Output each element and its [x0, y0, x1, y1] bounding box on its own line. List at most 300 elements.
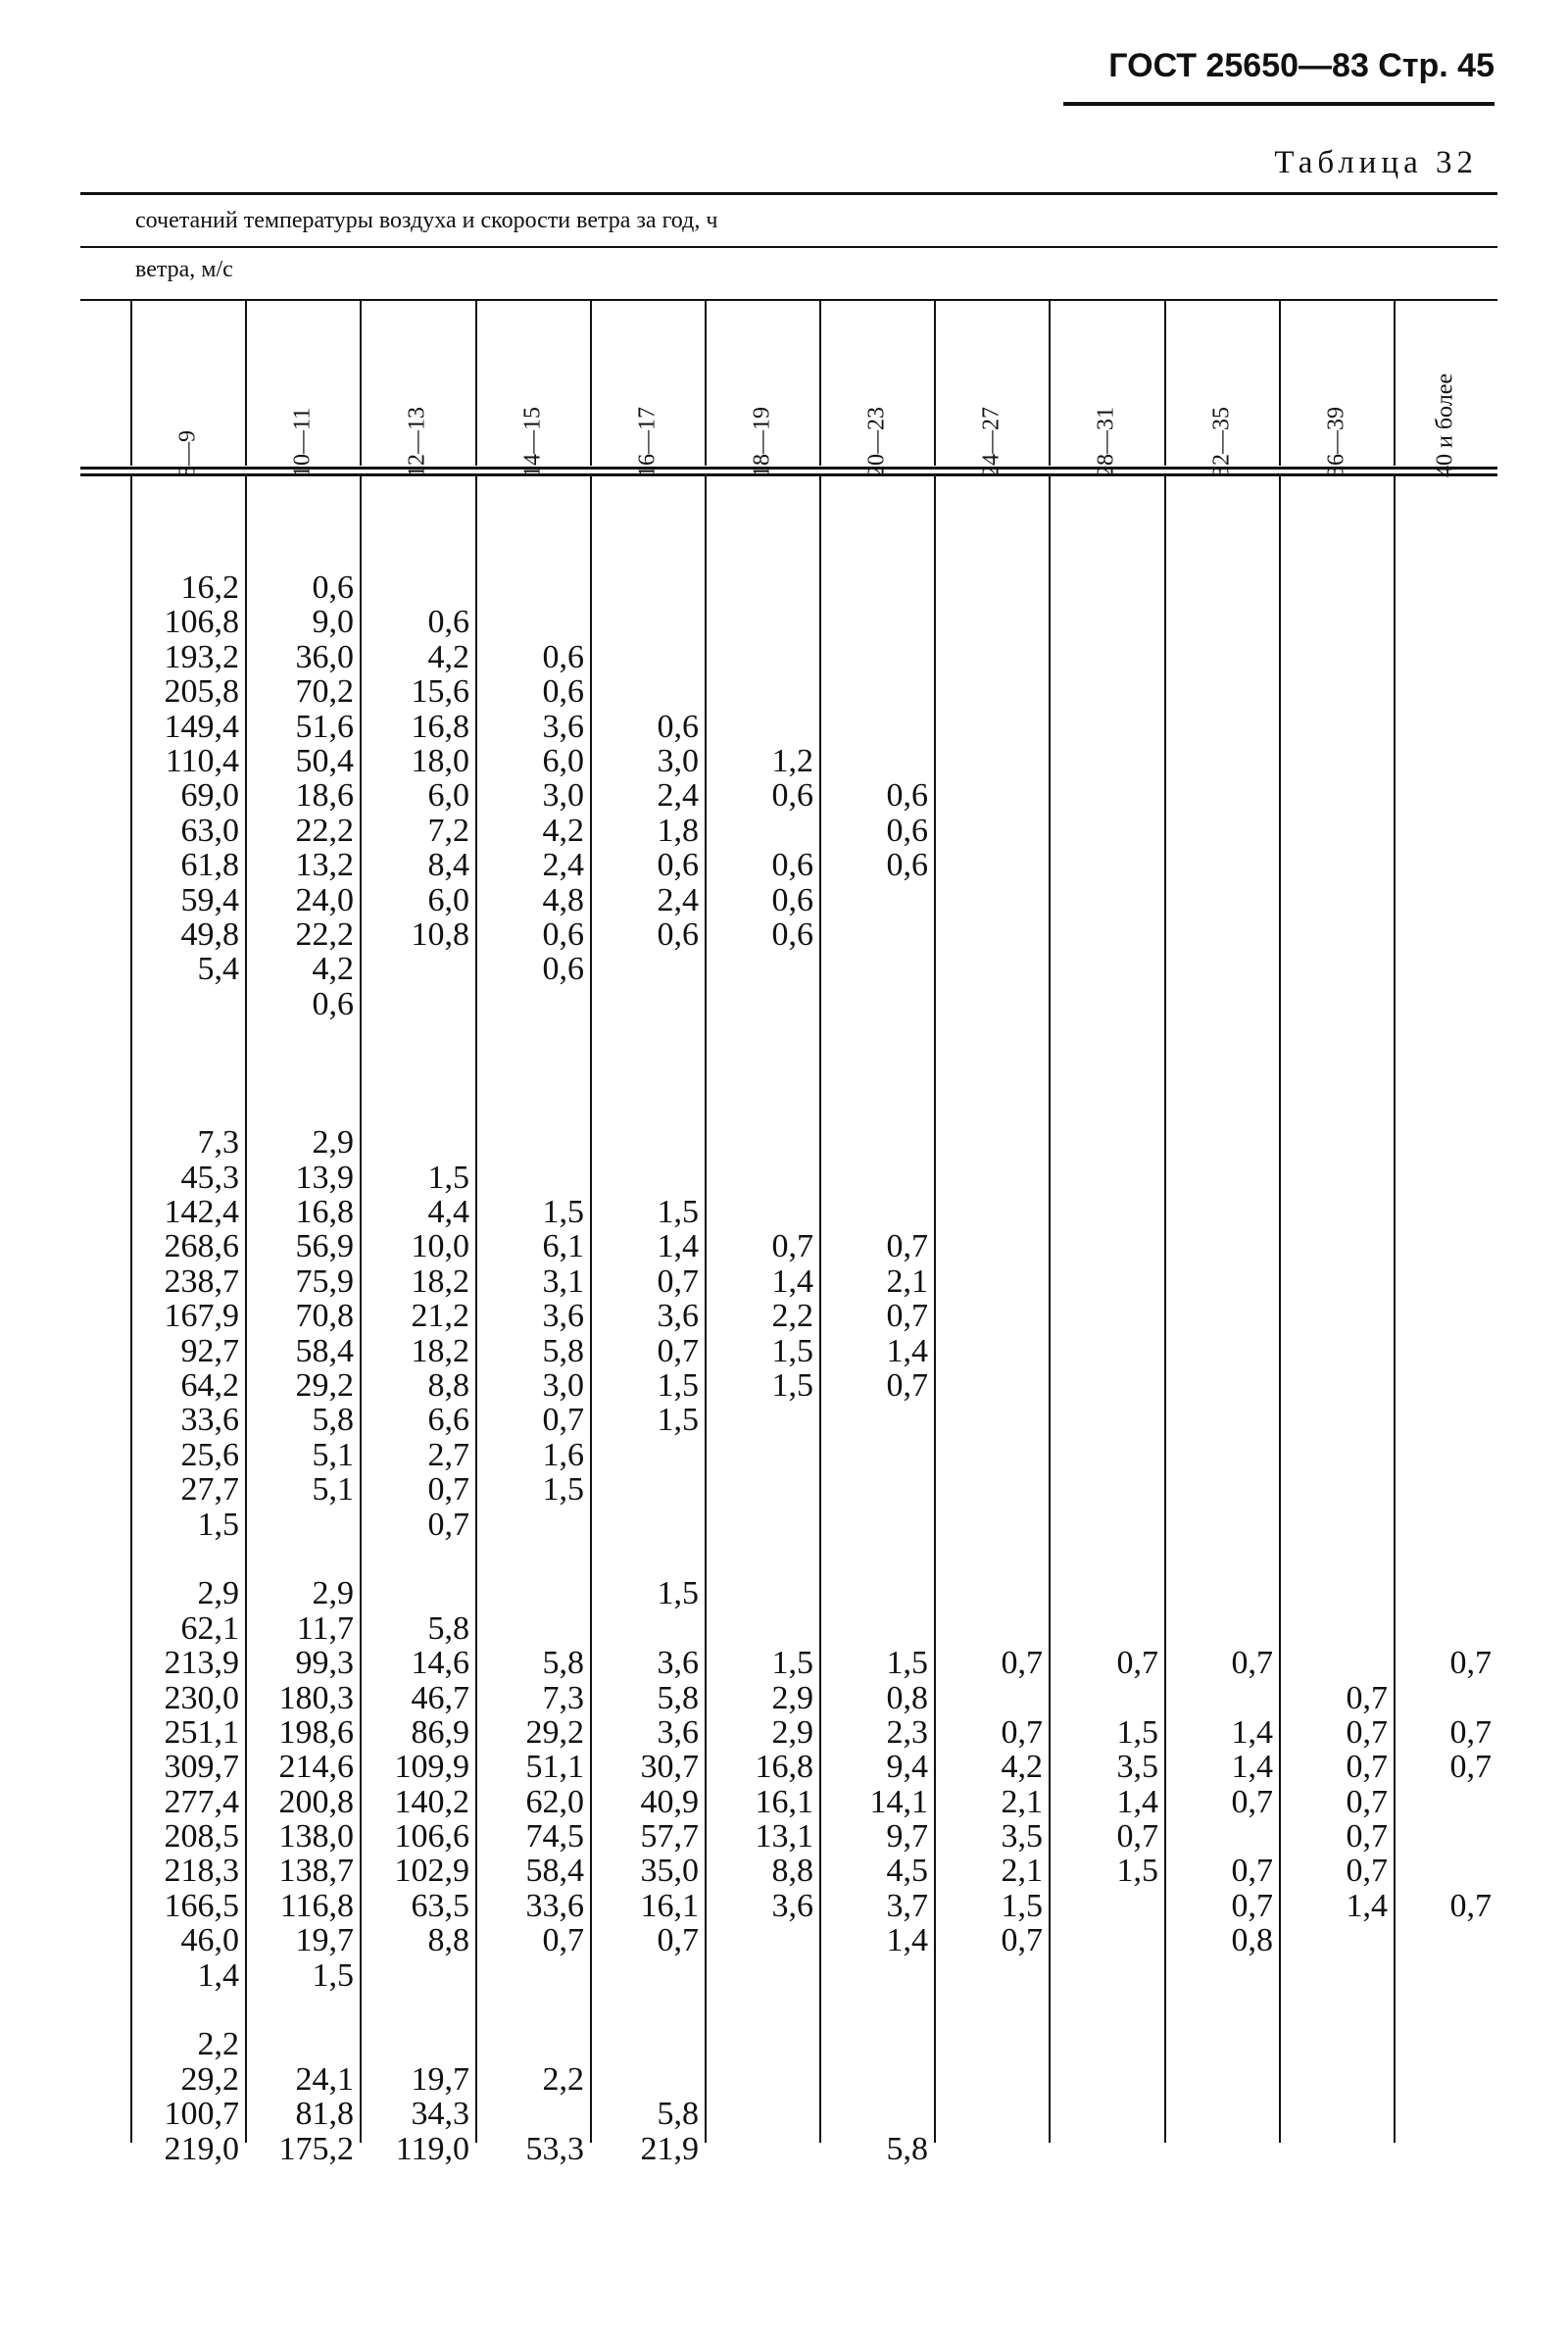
table-cell [605, 2027, 699, 2061]
table-cell: 24,0 [295, 881, 354, 918]
table-cell [1064, 2027, 1158, 2061]
table-cell [1294, 848, 1388, 882]
table-cell [1294, 1646, 1388, 1680]
table-cell [145, 1542, 239, 1576]
table-cell [719, 1472, 813, 1507]
table-cell [1294, 1993, 1388, 2027]
table-cell: 16,8 [295, 1194, 354, 1231]
table-cell: 0,6 [542, 916, 584, 953]
column-separator [1279, 476, 1281, 2143]
table-cell [834, 1403, 928, 1437]
table-cell [1397, 1368, 1492, 1403]
table-cell: 238,7 [164, 1262, 239, 1300]
table-cell: 34,3 [411, 2096, 469, 2133]
table-cell [490, 1993, 584, 2027]
table-cell [834, 1542, 928, 1576]
table-cell [1064, 1056, 1158, 1090]
column-header [1394, 301, 1497, 477]
table-cell [719, 2097, 813, 2131]
table-cell: 59,4 [180, 881, 239, 918]
table-cell: 5,8 [657, 2096, 699, 2133]
table-cell [1397, 1195, 1492, 1229]
table-cell [719, 1438, 813, 1472]
table-cell [490, 1958, 584, 1993]
table-cell: 3,6 [657, 1645, 699, 1682]
table-cell: 6,1 [542, 1228, 584, 1265]
table-cell: 0,7 [1001, 1922, 1043, 1959]
table-cell: 58,4 [295, 1332, 354, 1369]
table-cell [260, 1542, 354, 1576]
data-column [260, 570, 354, 2166]
table-cell: 35,0 [640, 1853, 699, 1890]
table-cell [1294, 570, 1388, 605]
table-cell: 13,2 [295, 847, 354, 884]
table-cell: 36,0 [295, 638, 354, 675]
table-cell [490, 1576, 584, 1610]
table-cell: 0,7 [1346, 1783, 1388, 1820]
table-cell [949, 778, 1043, 813]
table-cell [719, 1542, 813, 1576]
table-cell: 21,9 [640, 2130, 699, 2167]
table-cell: 16,8 [755, 1749, 813, 1786]
table-cell: 0,6 [657, 847, 699, 884]
table-cell [719, 1091, 813, 1125]
table-cell [605, 1472, 699, 1507]
table-cell [1294, 1229, 1388, 1263]
table-cell [1397, 814, 1492, 848]
table-cell: 2,4 [542, 847, 584, 884]
table-cell [834, 570, 928, 605]
table-cell: 0,7 [1231, 1645, 1273, 1682]
table-cell [1397, 2097, 1492, 2131]
table-cell: 0,7 [657, 1922, 699, 1959]
table-cell: 110,4 [165, 742, 239, 779]
table-cell [1179, 1472, 1273, 1507]
table-cell: 0,6 [657, 916, 699, 953]
table-cell: 40,9 [640, 1783, 699, 1820]
column-separator [705, 476, 707, 2143]
table-cell: 61,8 [180, 847, 239, 884]
table-cell: 198,6 [278, 1713, 354, 1751]
table-cell [1179, 1438, 1273, 1472]
table-cell: 0,7 [886, 1298, 928, 1335]
table-cell: 18,2 [411, 1262, 469, 1300]
column-header-label: 14—15 [519, 407, 545, 477]
table-cell: 1,5 [312, 1956, 354, 1994]
table-cell [1397, 1056, 1492, 1090]
table-cell [1294, 778, 1388, 813]
table-cell [949, 1611, 1043, 1646]
table-cell: 16,8 [411, 708, 469, 745]
column-header-label: 18—19 [749, 407, 774, 477]
table-cell [1179, 710, 1273, 744]
table-cell: 0,7 [1001, 1645, 1043, 1682]
table-cell [1179, 1681, 1273, 1715]
table-cell [719, 1611, 813, 1646]
table-cell [1397, 1854, 1492, 1888]
table-cell [145, 1993, 239, 2027]
table-cell [719, 814, 813, 848]
table-cell [719, 2132, 813, 2166]
table-cell [1179, 1368, 1273, 1403]
table-cell [834, 883, 928, 917]
table-cell: 1,5 [771, 1332, 813, 1369]
table-cell: 69,0 [180, 777, 239, 815]
table-cell: 0,7 [1449, 1887, 1492, 1924]
table-cell [605, 1508, 699, 1542]
table-cell: 0,6 [312, 569, 354, 606]
table-cell: 4,2 [312, 951, 354, 988]
table-cell [1397, 710, 1492, 744]
table-cell [949, 1993, 1043, 2027]
table-cell: 138,0 [278, 1818, 354, 1856]
table-cell [949, 952, 1043, 986]
table-cell [719, 1161, 813, 1195]
data-column [949, 570, 1043, 2166]
table-cell [1397, 640, 1492, 674]
table-cell [1397, 848, 1492, 882]
table-cell [1179, 987, 1273, 1021]
column-separator [130, 476, 132, 2143]
table-cell [1397, 1611, 1492, 1646]
table-cell: 62,1 [180, 1609, 239, 1647]
data-column [834, 570, 928, 2166]
table-cell: 100,7 [164, 2096, 239, 2133]
table-cell: 14,1 [869, 1783, 928, 1820]
table-cell [260, 1091, 354, 1125]
data-column [1179, 570, 1273, 2166]
table-cell [949, 1056, 1043, 1090]
table-cell: 2,4 [657, 777, 699, 815]
table-cell [1064, 1195, 1158, 1229]
table-cell: 5,8 [427, 1609, 469, 1647]
table-cell [1179, 1611, 1273, 1646]
table-cell [834, 1091, 928, 1125]
table-cell: 142,4 [164, 1194, 239, 1231]
table-cell: 5,1 [312, 1471, 354, 1509]
table-cell: 7,3 [197, 1124, 239, 1162]
table-cell: 230,0 [164, 1679, 239, 1716]
table-cell [1179, 2027, 1273, 2061]
table-cell [1064, 674, 1158, 709]
table-cell [1294, 1264, 1388, 1299]
table-cell: 1,5 [542, 1194, 584, 1231]
table-cell: 180,3 [278, 1679, 354, 1716]
table-cell: 2,9 [312, 1124, 354, 1162]
table-cell [1294, 1542, 1388, 1576]
table-cell: 81,8 [295, 2096, 354, 2133]
table-cell [834, 1021, 928, 1056]
table-cell: 29,2 [295, 1366, 354, 1404]
table-cell: 16,2 [180, 569, 239, 606]
table-cell: 119,0 [395, 2130, 469, 2167]
table-cell [1179, 2097, 1273, 2131]
table-cell [949, 1195, 1043, 1229]
table-cell [1179, 1056, 1273, 1090]
table-cell: 4,2 [427, 638, 469, 675]
table-cell [1179, 917, 1273, 952]
table-cell [1179, 1091, 1273, 1125]
table-cell [490, 1125, 584, 1160]
table-cell [1397, 744, 1492, 778]
table-cell: 0,7 [657, 1332, 699, 1369]
column-header [245, 301, 360, 477]
table-cell: 200,8 [278, 1783, 354, 1820]
table-cell: 0,7 [886, 1228, 928, 1265]
table-cell: 19,7 [411, 2060, 469, 2098]
table-cell: 16,1 [755, 1783, 813, 1820]
table-cell [949, 744, 1043, 778]
table-cell [719, 2062, 813, 2097]
table-cell [1064, 778, 1158, 813]
table-cell [1064, 883, 1158, 917]
table-cell [375, 1958, 469, 1993]
table-cell [719, 570, 813, 605]
table-cell [1179, 674, 1273, 709]
table-cell [1294, 1403, 1388, 1437]
column-header [360, 301, 475, 477]
table-cell [949, 1334, 1043, 1368]
table-cell [605, 570, 699, 605]
table-cell: 5,8 [312, 1402, 354, 1439]
table-cell [145, 1056, 239, 1090]
table-cell: 92,7 [180, 1332, 239, 1369]
table-cell: 7,2 [427, 812, 469, 849]
table-cell: 1,5 [657, 1402, 699, 1439]
table-cell: 19,7 [295, 1922, 354, 1959]
column-header-label: 40 и более [1432, 372, 1458, 477]
table-cell: 0,7 [427, 1471, 469, 1509]
table-cell: 10,8 [411, 916, 469, 953]
table-cell [1064, 2132, 1158, 2166]
table-cell: 0,7 [1346, 1818, 1388, 1856]
table-cell: 1,5 [657, 1366, 699, 1404]
table-cell [605, 2062, 699, 2097]
table-cell [834, 1508, 928, 1542]
table-cell [145, 1091, 239, 1125]
table-cell: 49,8 [180, 916, 239, 953]
table-cell: 5,8 [542, 1332, 584, 1369]
table-cell [1294, 710, 1388, 744]
table-cell: 1,5 [427, 1159, 469, 1196]
table-cell [834, 2062, 928, 2097]
table-cell: 1,4 [886, 1922, 928, 1959]
table-cell [605, 952, 699, 986]
table-cell [1064, 640, 1158, 674]
table-cell [145, 1021, 239, 1056]
table-cell [1064, 1472, 1158, 1507]
data-column [1064, 570, 1158, 2166]
table-cell [949, 1958, 1043, 1993]
table-cell [375, 987, 469, 1021]
data-column [719, 570, 813, 2166]
table-cell: 0,6 [771, 881, 813, 918]
table-cell [490, 1611, 584, 1646]
table-cell [1064, 952, 1158, 986]
table-cell [1294, 640, 1388, 674]
table-cell [1179, 1161, 1273, 1195]
table-cell: 0,7 [1346, 1749, 1388, 1786]
table-cell: 4,4 [427, 1194, 469, 1231]
table-cell: 0,8 [886, 1679, 928, 1716]
table-cell: 62,0 [525, 1783, 584, 1820]
table-cell: 1,5 [886, 1645, 928, 1682]
table-cell: 1,5 [657, 1575, 699, 1612]
table-cell [1294, 1091, 1388, 1125]
table-cell [1294, 2132, 1388, 2166]
table-cell [949, 1438, 1043, 1472]
table-cell [834, 1958, 928, 1993]
table-cell [719, 1021, 813, 1056]
table-cell [1294, 744, 1388, 778]
table-cell: 3,5 [1116, 1749, 1158, 1786]
table-cell [1397, 1958, 1492, 1993]
table-cell [1064, 1334, 1158, 1368]
table-cell: 5,4 [197, 951, 239, 988]
table-cell: 22,2 [295, 916, 354, 953]
table-cell [375, 952, 469, 986]
table-cell [1179, 952, 1273, 986]
table-caption: сочетаний температуры воздуха и скорости ветра за год, ч [135, 208, 718, 233]
table-cell: 1,2 [771, 742, 813, 779]
table-cell: 46,7 [411, 1679, 469, 1716]
table-cell [1397, 987, 1492, 1021]
table-cell: 2,2 [197, 2026, 239, 2063]
table-cell: 0,7 [657, 1262, 699, 1300]
column-header-label: 10—11 [289, 407, 315, 477]
header-rule [1063, 102, 1494, 106]
table-cell: 213,9 [164, 1645, 239, 1682]
table-cell [1064, 1368, 1158, 1403]
table-cell [1064, 1611, 1158, 1646]
table-cell: 3,5 [1001, 1818, 1043, 1856]
table-cell: 1,5 [1116, 1853, 1158, 1890]
table-cell: 219,0 [164, 2130, 239, 2167]
table-cell [949, 814, 1043, 848]
column-separator [819, 476, 821, 2143]
table-cell [375, 1125, 469, 1160]
table-cell [1294, 1923, 1388, 1957]
table-cell: 3,7 [886, 1887, 928, 1924]
table-cell [1397, 1229, 1492, 1263]
table-cell: 3,6 [657, 1298, 699, 1335]
table-cell [1294, 2027, 1388, 2061]
table-cell [490, 2027, 584, 2061]
table-cell [1397, 605, 1492, 639]
table-cell [1294, 1125, 1388, 1160]
table-cell: 175,2 [278, 2130, 354, 2167]
table-cell [949, 1403, 1043, 1437]
table-cell [1397, 1681, 1492, 1715]
table-cell [490, 570, 584, 605]
table-cell [1179, 1229, 1273, 1263]
table-cell [1179, 744, 1273, 778]
table-cell: 1,6 [542, 1436, 584, 1473]
table-cell [949, 883, 1043, 917]
table-cell [375, 2027, 469, 2061]
table-cell: 2,9 [771, 1679, 813, 1716]
table-cell: 166,5 [164, 1887, 239, 1924]
table-cell [949, 1161, 1043, 1195]
table-cell [605, 605, 699, 639]
column-separator [245, 476, 247, 2143]
table-cell: 0,7 [1231, 1783, 1273, 1820]
table-cell: 1,5 [1001, 1887, 1043, 1924]
table-cell: 0,7 [771, 1228, 813, 1265]
table-cell: 0,6 [542, 951, 584, 988]
table-cell: 0,6 [427, 604, 469, 641]
table-cell [1397, 917, 1492, 952]
table-cell [1179, 1334, 1273, 1368]
table-cell [949, 1021, 1043, 1056]
table-cell [375, 1056, 469, 1090]
table-cell [1064, 848, 1158, 882]
table-cell [949, 1299, 1043, 1333]
table-cell [719, 987, 813, 1021]
table-cell [834, 952, 928, 986]
table-cell [719, 1508, 813, 1542]
table-cell [1294, 1958, 1388, 1993]
table-cell [1179, 1021, 1273, 1056]
table-cell: 3,6 [542, 1298, 584, 1335]
table-cell: 0,6 [771, 916, 813, 953]
column-header [934, 301, 1049, 477]
table-cell [719, 1993, 813, 2027]
table-cell [949, 710, 1043, 744]
table-cell [1397, 1438, 1492, 1472]
table-cell [1064, 1576, 1158, 1610]
table-cell [375, 1993, 469, 2027]
table-cell [1294, 1056, 1388, 1090]
table-cell [605, 674, 699, 709]
table-cell: 0,7 [1001, 1713, 1043, 1751]
table-cell: 1,4 [1116, 1783, 1158, 1820]
table-cell [719, 952, 813, 986]
table-cell [1294, 1576, 1388, 1610]
table-cell: 2,2 [542, 2060, 584, 2098]
table-cell [1179, 640, 1273, 674]
table-cell [1397, 1576, 1492, 1610]
column-header [1049, 301, 1164, 477]
table-cell [1064, 1681, 1158, 1715]
table-cell [490, 1091, 584, 1125]
table-cell [1397, 674, 1492, 709]
table-cell: 74,5 [525, 1818, 584, 1856]
table-cell [834, 674, 928, 709]
table-cell: 4,2 [1001, 1749, 1043, 1786]
table-cell: 109,9 [394, 1749, 469, 1786]
table-cell [490, 1508, 584, 1542]
table-cell: 0,7 [427, 1506, 469, 1543]
caption-rule [80, 246, 1497, 248]
table-cell: 53,3 [525, 2130, 584, 2167]
table-cell: 6,0 [542, 742, 584, 779]
table-cell: 2,1 [1001, 1783, 1043, 1820]
table-cell: 0,7 [1449, 1749, 1492, 1786]
table-cell [834, 2097, 928, 2131]
table-cell: 4,8 [542, 881, 584, 918]
table-cell: 63,0 [180, 812, 239, 849]
table-cell [949, 1472, 1043, 1507]
table-cell: 63,5 [411, 1887, 469, 1924]
column-separator [1394, 476, 1396, 2143]
table-cell [260, 1508, 354, 1542]
table-cell: 268,6 [164, 1228, 239, 1265]
table-cell [1064, 1923, 1158, 1957]
table-cell: 106,8 [164, 604, 239, 641]
table-cell: 4,5 [886, 1853, 928, 1890]
table-cell [1064, 2097, 1158, 2131]
